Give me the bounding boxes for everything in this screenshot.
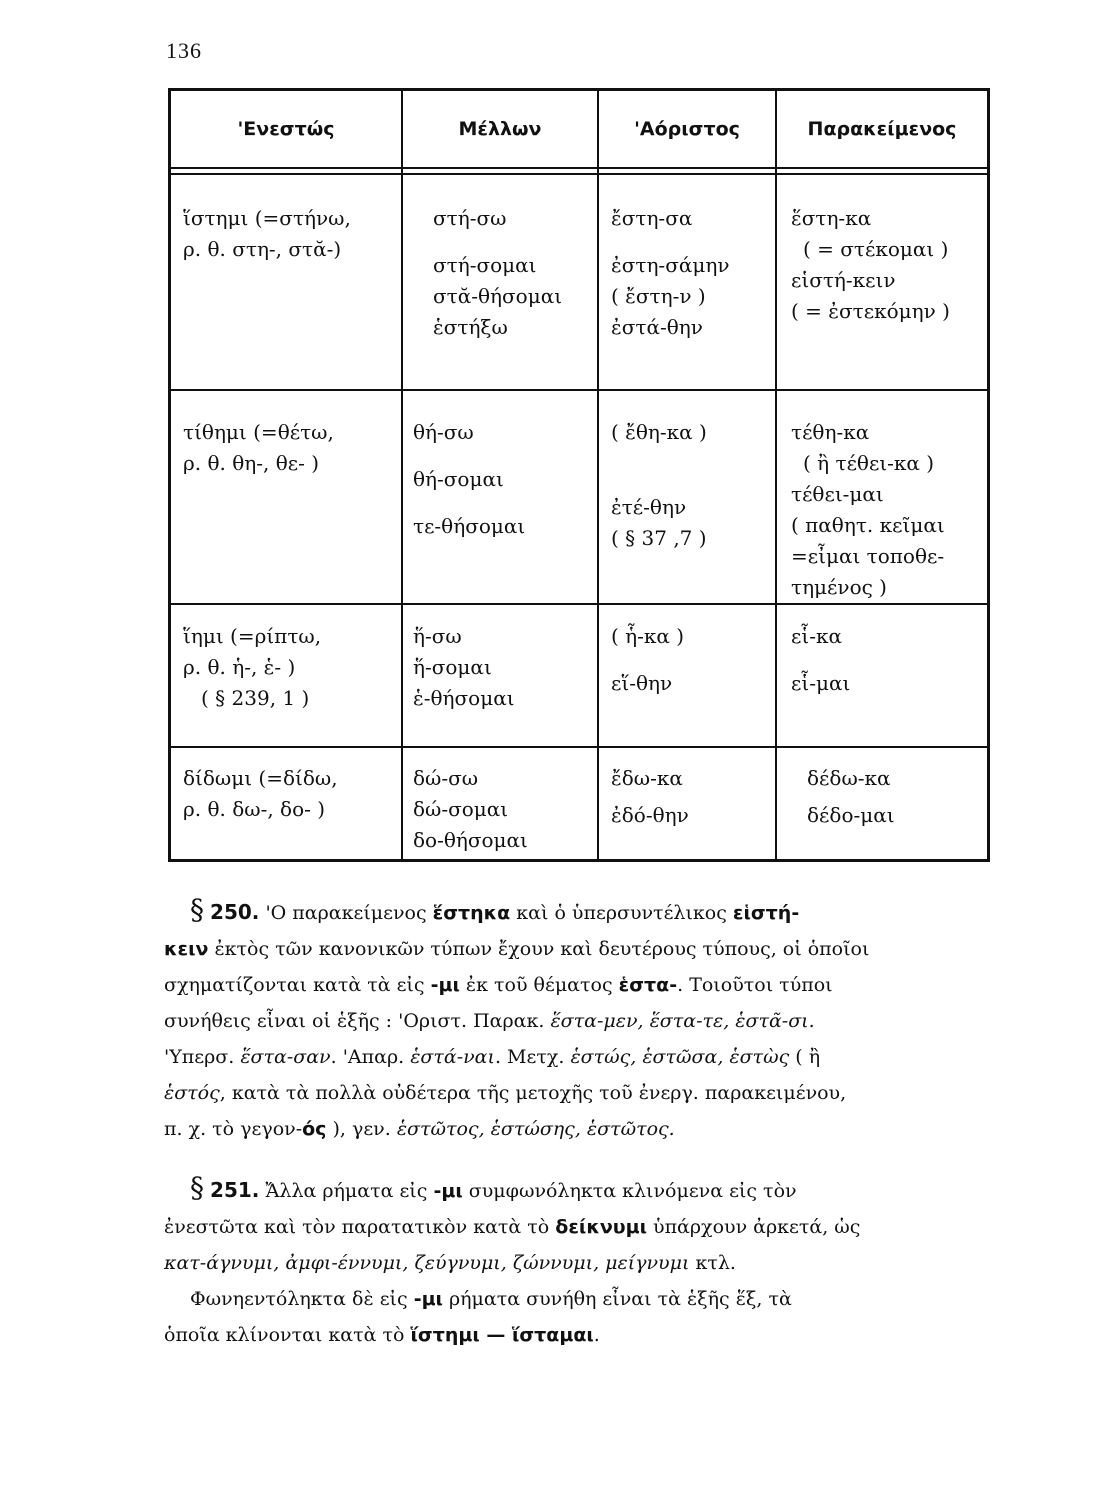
cell-future-row2: θή-σω θή-σομαι τε-θήσομαι (413, 420, 526, 538)
section-number: 251. (210, 1178, 260, 1202)
text-run: ( ἢ (789, 1046, 821, 1068)
section-250-line-4 (164, 1003, 1008, 1039)
cell-future-row3: ἥ-σω ἥ-σομαι ἑ-θήσομαι (413, 624, 515, 710)
row-divider (171, 389, 987, 391)
row-divider (171, 603, 987, 605)
header-future: Μέλλων (458, 118, 542, 140)
text-run: Ἄλλα ρήματα εἰς (265, 1180, 434, 1202)
text-run: -μι (413, 1288, 443, 1310)
cell-aorist-row3: ( ἧ-κα ) εἵ-θην (611, 624, 685, 695)
cell-future-row4: δώ-σω δώ-σομαι δο-θήσομαι (413, 766, 528, 852)
section-251-p2-line-2 (164, 1317, 1008, 1353)
text-run: 'Υπερσ. (164, 1046, 241, 1068)
section-mark: § (190, 893, 204, 926)
section-mark: § (190, 1171, 204, 1204)
text-run: π. χ. τὸ γεγον- (164, 1118, 303, 1140)
page-number: 136 (166, 38, 202, 63)
text-run: ἕστα-σαν (240, 1046, 331, 1068)
section-number: 250. (210, 900, 260, 924)
cell-future-row1: στή-σω στή-σομαι στᾰ-θήσομαι ἑστήξω (433, 206, 563, 339)
text-run: κτλ. (689, 1252, 736, 1274)
section-250-first-line (190, 892, 1008, 931)
column-divider (597, 91, 599, 859)
text-run: σχηματίζονται κατὰ τὰ εἰς (164, 974, 431, 996)
section-250-line-6 (164, 1075, 1008, 1111)
cell-aorist-row4: ἔδω-κα ἐδό-θην (611, 766, 689, 827)
section-251-line-3 (164, 1245, 1008, 1281)
header-perfect: Παρακείμενος (807, 118, 957, 140)
text-run: Φωνηεντόληκτα δὲ εἰς (190, 1288, 414, 1310)
cell-perfect-row1: ἕστη-κα ( = στέκομαι ) εἱστή-κειν ( = ἐστεκόμην ) (791, 206, 950, 323)
verb-conjugation-table (168, 88, 990, 862)
text-run: ἐκτὸς τῶν κανονικῶν τύπων ἔχουν καὶ δευτέρους τύπους, οἱ ὁποῖοι (208, 938, 870, 960)
text-run: ἐνεστῶτα καὶ τὸν παρατατικὸν κατὰ τὸ (164, 1216, 556, 1238)
column-divider (775, 91, 777, 859)
text-run: ἐκ τοῦ θέματος (459, 974, 619, 996)
section-251-first-line (190, 1170, 1008, 1209)
section-250-line-7 (164, 1111, 1008, 1147)
text-run: ός (302, 1118, 327, 1140)
text-run: ἑστώς, ἑστῶσα, ἑστὼς (570, 1046, 790, 1068)
cell-present-row2: τίθημι (=θέτω, ρ. θ. θη-, θε- ) (183, 420, 334, 475)
text-run: . Μετχ. (494, 1046, 571, 1068)
text-run: . 'Απαρ. (330, 1046, 411, 1068)
text-run: καὶ ὁ ὑπερσυντέλικος (510, 902, 733, 924)
header-present: 'Ενεστώς (237, 118, 335, 140)
header-aorist: 'Αόριστος (634, 118, 740, 140)
text-run: ὁποῖα κλίνονται κατὰ τὸ (164, 1324, 411, 1346)
section-250-line-3 (164, 967, 1008, 1003)
text-run: . (593, 1324, 600, 1346)
text-run: ἕστα-μεν, ἕστα-τε, ἑστᾶ-σι. (550, 1010, 815, 1032)
header-double-rule (171, 173, 987, 175)
text-run: συνήθεις εἶναι οἱ ἑξῆς : 'Οριστ. Παρακ. (164, 1010, 551, 1032)
text-run: ὑπάρχουν ἀρκετά, ὡς (646, 1216, 861, 1238)
text-run: κατ-άγνυμι, ἀμφι-έννυμι, ζεύγνυμι, ζώννυμι, μείγνυμι (164, 1252, 690, 1274)
cell-aorist-row2: ( ἔθη-κα ) ἐτέ-θην ( § 37 ,7 ) (611, 420, 707, 550)
section-250-line-2 (164, 931, 1008, 967)
cell-perfect-row3: εἷ-κα εἷ-μαι (791, 624, 851, 695)
text-run: εἱστή- (732, 902, 800, 924)
column-divider (401, 91, 403, 859)
cell-perfect-row4: δέδω-κα δέδο-μαι (807, 766, 895, 827)
text-run: . Τοιοῦτοι τύποι (677, 974, 833, 996)
text-run: ρήματα συνήθη εἶναι τὰ ἑξῆς ἕξ, τὰ (442, 1288, 792, 1310)
cell-present-row4: δίδωμι (=δίδω, ρ. θ. δω-, δο- ) (183, 766, 338, 821)
cell-perfect-row2: τέθη-κα ( ἢ τέθει-κα ) τέθει-μαι ( παθητ. κεῖμαι =εἶμαι τοποθε- τημένος ) (791, 420, 945, 599)
text-run: ἵστημι — ἵσταμαι (410, 1324, 594, 1346)
text-run: ἕστηκα (432, 902, 511, 924)
text-run: 'Ο παρακείμενος (265, 902, 433, 924)
text-run: δείκνυμι (555, 1216, 647, 1238)
section-250-line-5 (164, 1039, 1008, 1075)
section-250-paragraph (164, 892, 1008, 1147)
section-251-line-2 (164, 1209, 1008, 1245)
cell-present-row1: ἵστημι (=στήνω, ρ. θ. στη-, στᾰ-) (183, 206, 351, 261)
row-divider (171, 746, 987, 748)
section-250-line-1 (265, 902, 799, 924)
text-run: -μι (430, 974, 460, 996)
text-run: ), γεν. (326, 1118, 397, 1140)
cell-present-row3: ἵημι (=ρίπτω, ρ. θ. ἡ-, ἑ- ) ( § 239, 1 ) (183, 624, 322, 710)
text-run: ἑστός (164, 1082, 220, 1104)
text-run: κειν (164, 938, 209, 960)
text-run: -μι (433, 1180, 463, 1202)
header-rule (171, 167, 987, 169)
text-run: συμφωνόληκτα κλινόμενα εἰς τὸν (462, 1180, 797, 1202)
text-run: ἑστῶτος, ἑστώσης, ἑστῶτος. (396, 1118, 675, 1140)
text-run: ἑστά-ναι (410, 1046, 495, 1068)
section-251-paragraph (164, 1170, 1008, 1353)
text-run: ἑστα- (618, 974, 678, 996)
text-run: , κατὰ τὰ πολλὰ οὐδέτερα τῆς μετοχῆς τοῦ ἐνεργ. παρακειμένου, (219, 1082, 847, 1104)
section-251-line-1 (265, 1180, 796, 1202)
cell-aorist-row1: ἔστη-σα ἐστη-σάμην ( ἔστη-ν ) ἐστά-θην (611, 206, 730, 339)
section-251-p2-line-1 (190, 1281, 1008, 1317)
